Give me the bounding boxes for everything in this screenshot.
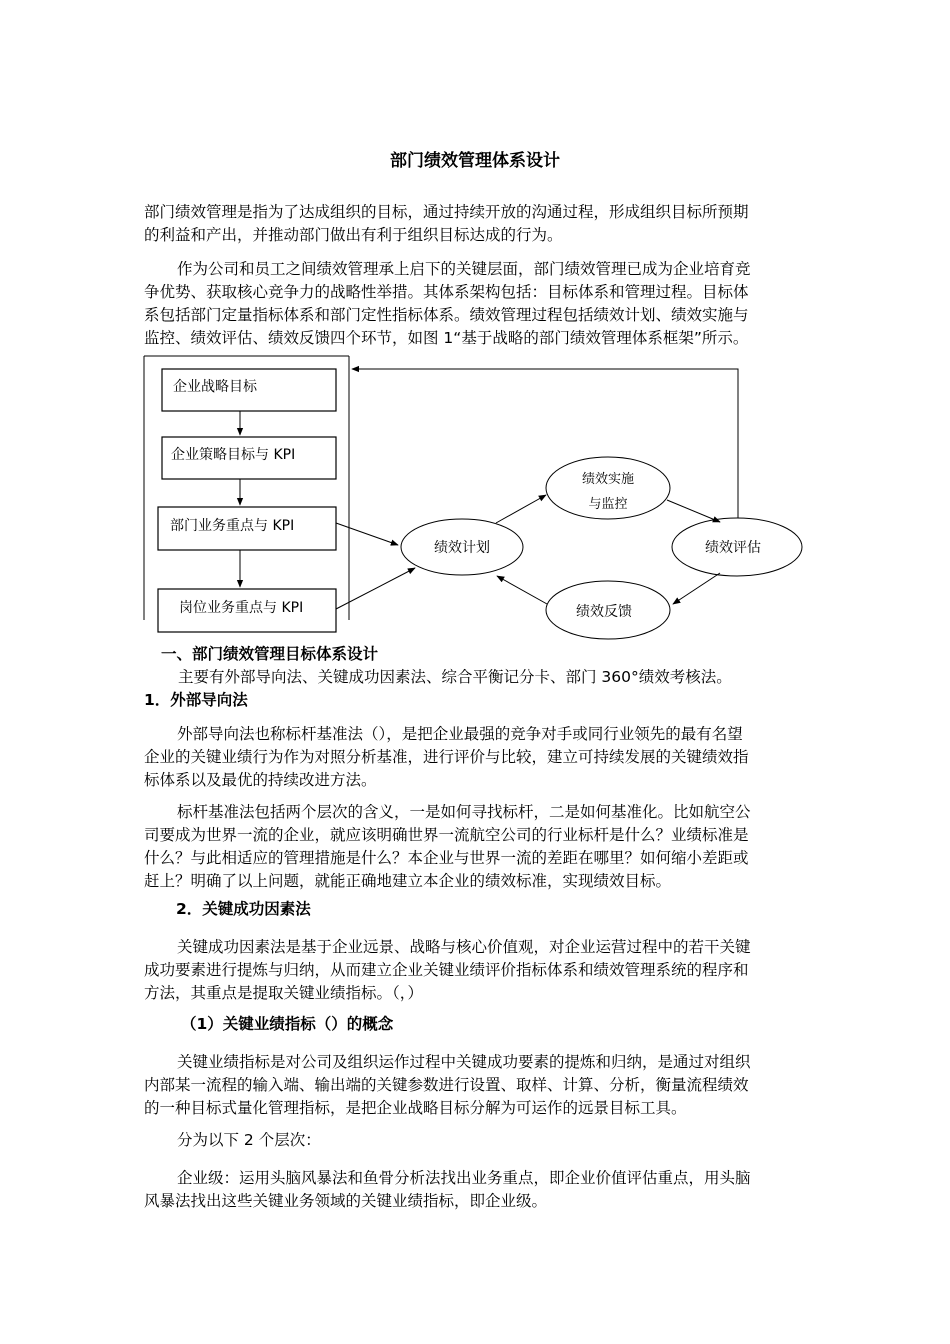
text-line: 内部某一流程的输入端、输出端的关键参数进行设置、取样、计算、分析，衡量流程绩效 xyxy=(144,1076,749,1094)
sub2-paragraph xyxy=(144,936,751,1005)
text-line: 争优势、获取核心竞争力的战略性举措。其体系架构包括：目标体系和管理过程。目标体 xyxy=(144,283,749,301)
section1-heading: 一、部门绩效管理目标体系设计 xyxy=(161,645,379,663)
text-line: 关键业绩指标是对公司及组织运作过程中关键成功要素的提炼和归纳，是通过对组织 xyxy=(177,1053,751,1071)
section1-summary: 主要有外部导向法、关键成功因素法、综合平衡记分卡、部门 360°绩效考核法。 xyxy=(178,668,732,686)
enterprise-level-paragraph xyxy=(144,1167,751,1213)
text-line: 的一种目标式量化管理指标，是把企业战略目标分解为可运作的远景目标工具。 xyxy=(144,1099,687,1117)
sub2-1-heading: （1）关键业绩指标（）的概念 xyxy=(181,1015,394,1033)
arrow-position-to-plan xyxy=(336,568,415,609)
arrow-feedback-to-plan xyxy=(497,576,547,604)
text-line: 标体系以及最优的持续改进方法。 xyxy=(144,771,377,789)
framework-diagram xyxy=(0,0,950,660)
sub1-paragraph-1 xyxy=(144,723,749,792)
text-line: 风暴法找出这些关键业务领域的关键业绩指标，即企业级。 xyxy=(144,1192,548,1210)
text-line: 司要成为世界一流的企业，就应该明确世界一流航空公司的行业标杆是什么？业绩标准是 xyxy=(144,826,749,844)
arrow-plan-to-implement xyxy=(496,495,546,523)
feedback-label: 绩效反馈 xyxy=(576,604,632,620)
sub1-paragraph-2 xyxy=(144,801,751,893)
text-line: 关键成功因素法是基于企业远景、战略与核心价值观，对企业运营过程中的若干关键 xyxy=(177,938,751,956)
arrow-evaluate-to-feedback xyxy=(673,573,720,604)
implement-label-line1: 绩效实施 xyxy=(581,472,635,487)
plan-label: 绩效计划 xyxy=(434,540,490,556)
arrow-implement-to-evaluate xyxy=(667,500,720,522)
text-line: 赶上？明确了以上问题，就能正确地建立本企业的绩效标准，实现绩效目标。 xyxy=(144,872,672,890)
box-department-kpi-label: 部门业务重点与 KPI xyxy=(170,518,295,534)
sub2-heading: 2．关键成功因素法 xyxy=(176,900,311,918)
box-position-kpi-label: 岗位业务重点与 KPI xyxy=(179,600,304,616)
kpi-concept-paragraph xyxy=(144,1051,751,1120)
text-line: 企业的关键业绩行为作为对照分析基准，进行评价与比较，建立可持续发展的关键绩效指 xyxy=(144,748,749,766)
text-line: 方法，其重点是提取关键业绩指标。（，） xyxy=(144,984,424,1002)
sub1-heading: 1．外部导向法 xyxy=(144,691,248,709)
text-line: 什么？与此相适应的管理措施是什么？本企业与世界一流的差距在哪里？如何缩小差距或 xyxy=(144,849,749,867)
text-line: 系包括部门定量指标体系和部门定性指标体系。绩效管理过程包括绩效计划、绩效实施与 xyxy=(144,306,749,324)
text-line: 监控、绩效评估、绩效反馈四个环节，如图 1“基于战略的部门绩效管理体系框架”所示。 xyxy=(144,329,749,347)
box-tactic-goal-label: 企业策略目标与 KPI xyxy=(171,447,296,463)
text-line: 成功要素进行提炼与归纳，从而建立企业关键业绩评价指标体系和绩效管理系统的程序和 xyxy=(144,961,749,979)
text-line: 标杆基准法包括两个层次的含义，一是如何寻找标杆，二是如何基准化。比如航空公 xyxy=(177,803,751,821)
box-strategy-goal-label: 企业战略目标 xyxy=(173,379,257,395)
levels-intro: 分为以下 2 个层次： xyxy=(177,1131,321,1149)
text-line: 部门绩效管理是指为了达成组织的目标，通过持续开放的沟通过程，形成组织目标所预期 xyxy=(144,203,749,221)
implement-label-line2: 与监控 xyxy=(588,497,628,512)
arrow-dept-to-plan xyxy=(336,523,398,545)
text-line: 作为公司和员工之间绩效管理承上启下的关键层面，部门绩效管理已成为企业培育竞 xyxy=(177,260,751,278)
page-title: 部门绩效管理体系设计 xyxy=(390,151,560,171)
text-line: 外部导向法也称标杆基准法（），是把企业最强的竞争对手或同行业领先的最有名望 xyxy=(177,725,743,743)
text-line: 的利益和产出，并推动部门做出有利于组织目标达成的行为。 xyxy=(144,226,563,244)
evaluate-label: 绩效评估 xyxy=(705,540,761,556)
text-line: 企业级：运用头脑风暴法和鱼骨分析法找出业务重点，即企业价值评估重点，用头脑 xyxy=(177,1169,751,1187)
